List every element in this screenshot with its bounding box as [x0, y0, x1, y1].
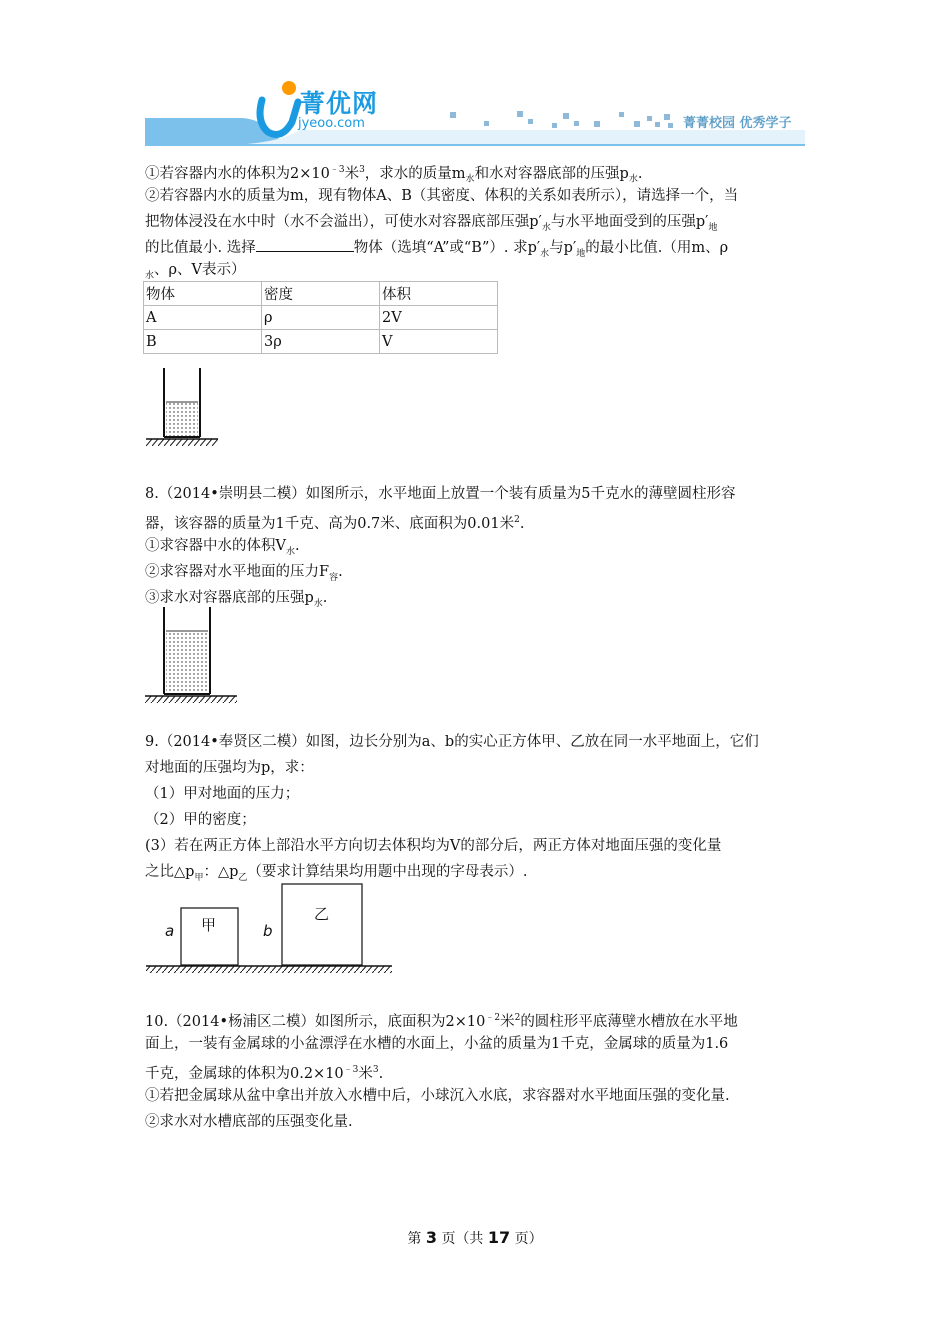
q8-stem-line2: 器，该容器的质量为1千克、高为0.7米、底面积为0.01米$^2$. — [145, 515, 525, 532]
table-row — [144, 306, 498, 330]
table-cell: 3ρ — [262, 330, 380, 354]
q10-item-1: ①若把金属球从盆中拿出并放入水槽中后，小球沉入水底，求容器对水平地面压强的变化量. — [145, 1088, 730, 1104]
table-cell: A — [144, 306, 262, 330]
q10-item-2: ②求水对水槽底部的压强变化量. — [145, 1114, 353, 1130]
q8-item-2: ②求容器对水平地面的压力$F_容$. — [145, 564, 343, 583]
q7-part2-line2: 把物体浸没在水中时（水不会溢出），可使水对容器底部压强$p'_水$与水平地面受到的压强$p'_地$ — [145, 214, 718, 233]
table-header-cell: 体积 — [380, 282, 498, 306]
table-header-cell: 物体 — [144, 282, 262, 306]
page-footer: 第 3 页（共 17 页） — [407, 1228, 543, 1247]
table-cell: B — [144, 330, 262, 354]
total-pages: 17 — [487, 1228, 511, 1247]
q8-item-1: ①求容器中水的体积$V_水$. — [145, 538, 300, 557]
q9-item-4: 之比$\triangle p_甲$：$\triangle p_乙$（要求计算结果均用题中出现的字母表示）. — [145, 864, 528, 883]
cube-yi — [282, 884, 362, 965]
table-header-cell: 密度 — [262, 282, 380, 306]
q8-item-3: ③求水对容器底部的压强$p_水$. — [145, 590, 328, 609]
q8-stem-line1: 8.（2014•崇明县二模）如图所示，水平地面上放置一个装有质量为5千克水的薄壁圆柱形容 — [145, 486, 736, 502]
q10-stem-line3: 千克，金属球的体积为$0.2\times 10^{﹣3}$米$^3$. — [145, 1065, 384, 1082]
header-banner-graphic — [0, 0, 950, 150]
page-header — [0, 0, 950, 150]
table-header-row — [144, 282, 498, 306]
label-yi: 乙 — [314, 905, 330, 923]
page-number: 3 — [425, 1228, 437, 1247]
q9-item-3: (3）若在两正方体上部沿水平方向切去体积均为V的部分后，两正方体对地面压强的变化量 — [145, 838, 722, 854]
table-row — [144, 330, 498, 354]
header-slogan: 菁菁校园 优秀学子 — [683, 116, 792, 131]
q9-stem-line1: 9.（2014•奉贤区二模）如图，边长分别为a、b的实心正方体甲、乙放在同一水平地面上，它们 — [145, 734, 759, 750]
q7-part2-line1: ②若容器内水的质量为m，现有物体A、B（其密度、体积的关系如表所示），请选择一个，当 — [145, 188, 739, 204]
q10-stem-line2: 面上，一装有金属球的小盆漂浮在水槽的水面上，小盆的质量为1千克，金属球的质量为1.6 — [145, 1036, 729, 1052]
label-b: b — [263, 922, 273, 940]
q10-stem-line1: 10.（2014•杨浦区二模）如图所示，底面积为$2\times 10^{﹣2}$米$^2$的圆柱形平底薄壁水槽放在水平地 — [145, 1013, 738, 1030]
q7-part2-line3: 的比值最小. 选择 物体（选填“A”或“B”）. 求$p'_水$与$p'_地$的最小比值.（用m、ρ — [145, 235, 728, 267]
q7-part1: ①若容器内水的体积为$2\times 10^{﹣3}$米$^3$，求水的质量$m_水$和水对容器底部的压强$p_水$. — [145, 165, 643, 185]
q9-item-2: （2）甲的密度； — [145, 812, 256, 828]
q7-container-figure — [140, 362, 225, 452]
q7-part2-line4: $_水$、ρ、V表示） — [145, 262, 246, 281]
jyeoo-logo-icon — [252, 78, 302, 138]
label-a: a — [165, 922, 175, 940]
answer-blank — [256, 236, 354, 252]
table-cell: V — [380, 330, 498, 354]
q9-stem-line2: 对地面的压强均为p，求： — [145, 760, 314, 776]
table-cell: ρ — [262, 306, 380, 330]
object-properties-table — [143, 281, 498, 354]
label-jia: 甲 — [201, 916, 217, 934]
q8-container-figure — [140, 604, 245, 706]
q9-item-1: （1）甲对地面的压力； — [145, 786, 300, 802]
logo-url: jyeoo.com — [298, 116, 365, 131]
logo-name: 菁优网 — [300, 89, 379, 118]
table-cell: 2V — [380, 306, 498, 330]
